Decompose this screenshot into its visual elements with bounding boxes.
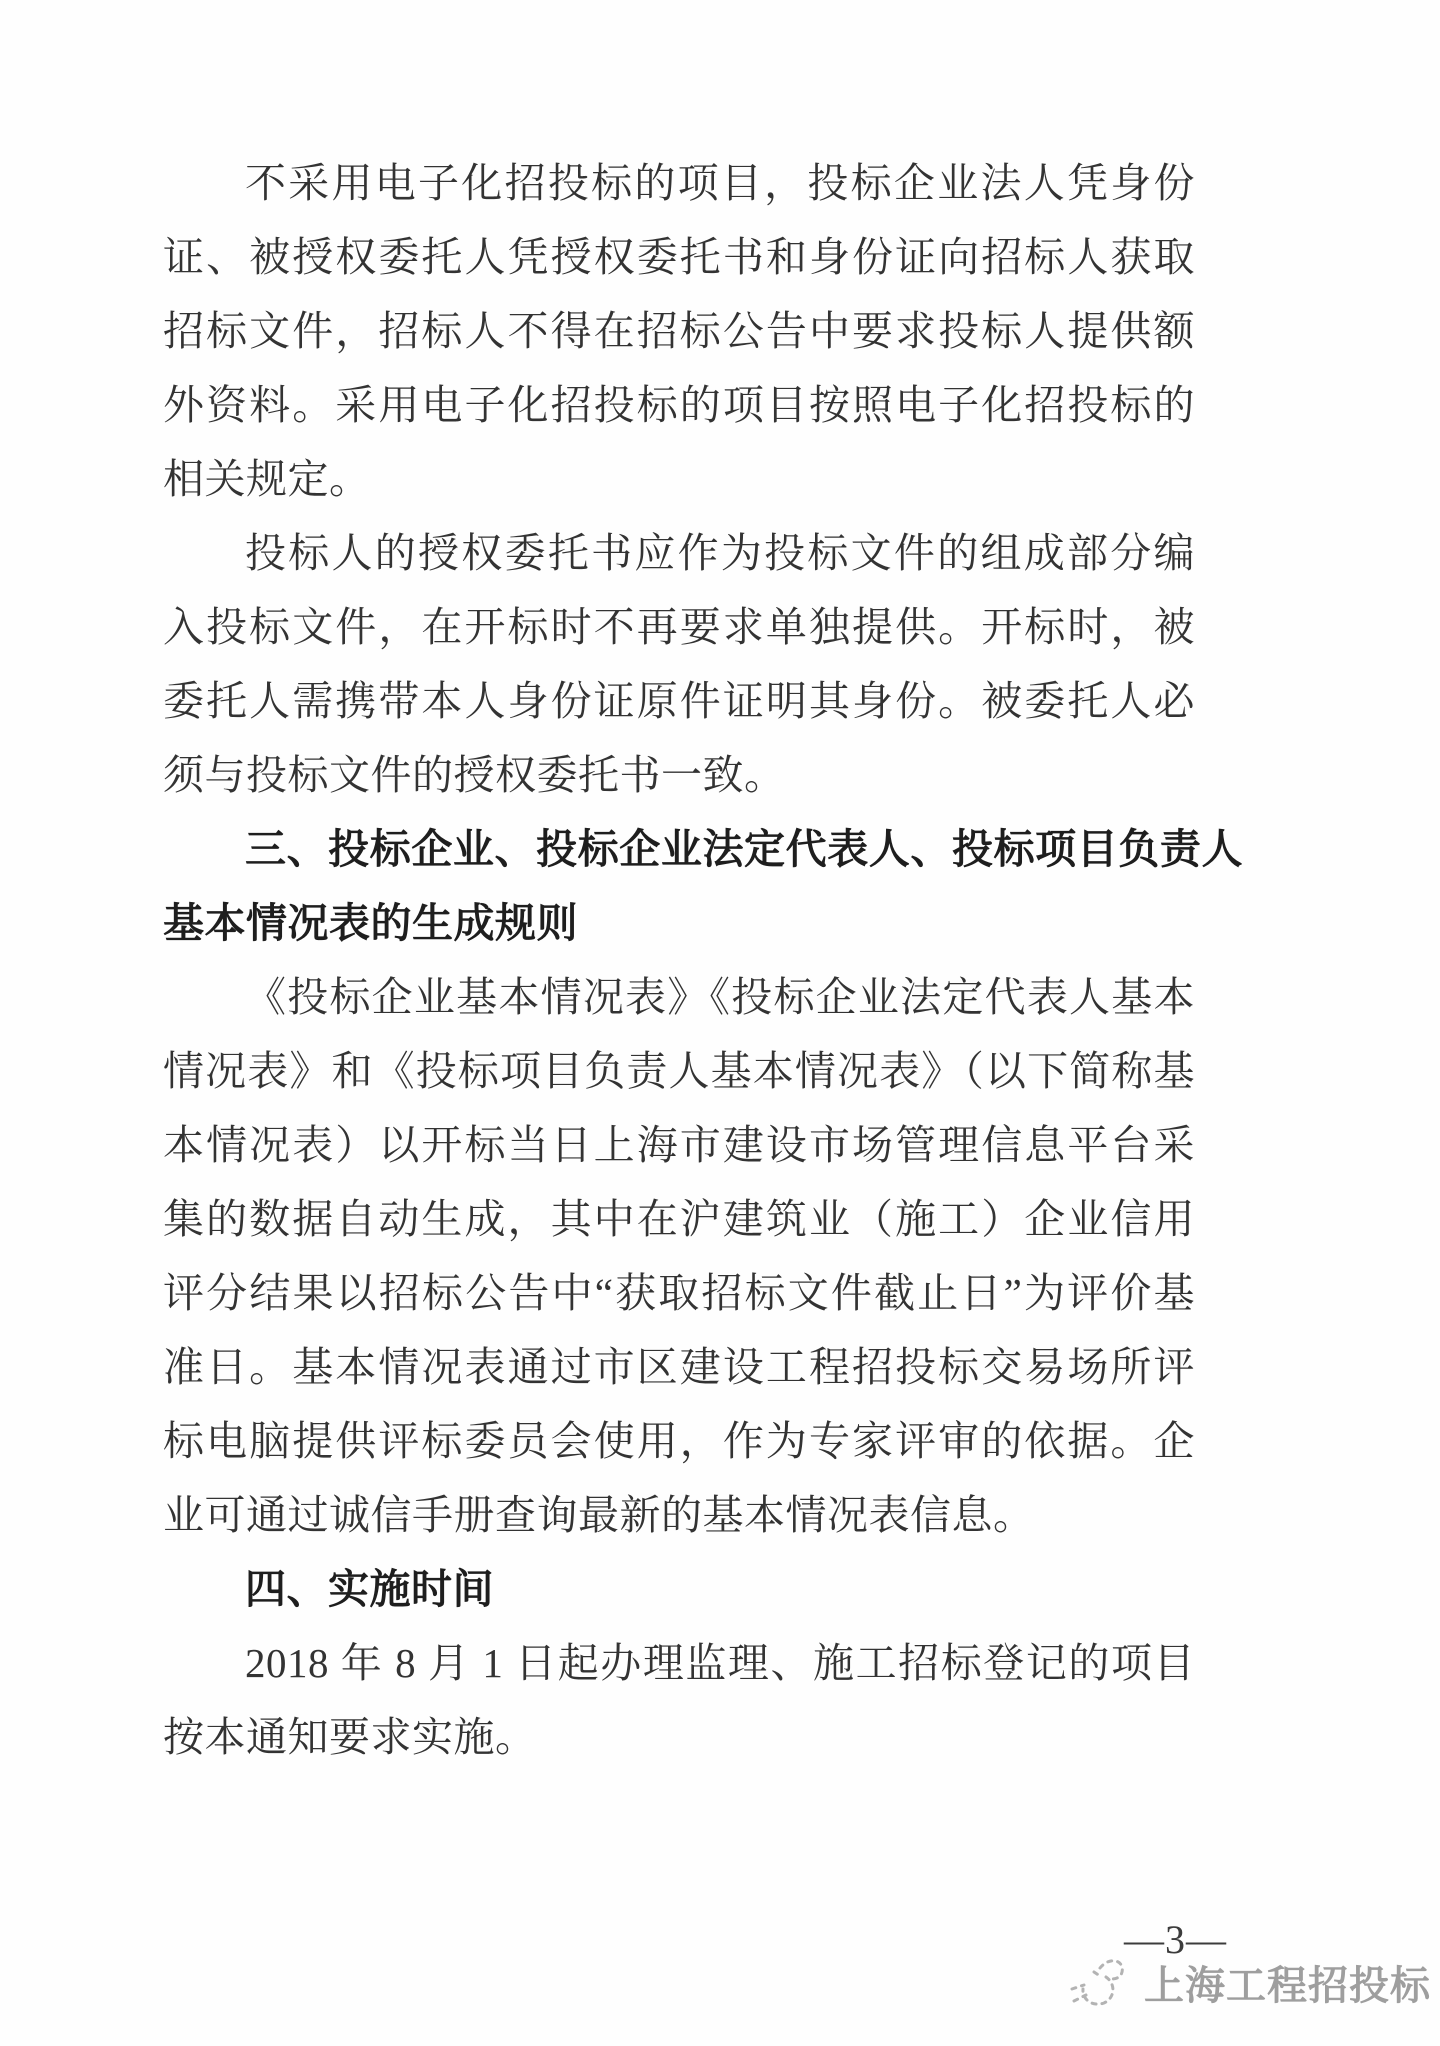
page-number: —3— <box>1124 1917 1227 1962</box>
watermark-text: 上海工程招投标 <box>1144 1963 1431 2008</box>
paragraph: 2018 年 8 月 1 日起办理监理、施工招标登记的项目按本通知要求实施。 <box>163 1640 1195 1760</box>
paragraph: 《投标企业基本情况表》《投标企业法定代表人基本情况表》和《投标项目负责人基本情况表》（以下简称基本情况表）以开标当日上海市建设市场管理信息平台采集的数据自动生成，其中在沪建筑业（施工）企业信用评分结果以招标公告中“获取招标文件截止日”为评价基准日。基本情况表通过市区建设工程招投标交易场所评标电脑提供评标委员会使用，作为专家评审的依据。企业可通过诚信手册查询最新的基本情况表信息。 <box>163 974 1195 1538</box>
paragraph: 不采用电子化招投标的项目，投标企业法人凭身份证、被授权委托人凭授权委托书和身份证向招标人获取招标文件，招标人不得在招标公告中要求投标人提供额外资料。采用电子化招投标的项目按照电子化招投标的相关规定。 <box>163 160 1195 502</box>
watermark <box>1070 1952 1431 2012</box>
section-heading: 三、投标企业、投标企业法定代表人、投标项目负责人基本情况表的生成规则 <box>163 826 1243 946</box>
document-body <box>163 146 1243 1774</box>
shanghai-bidding-logo-icon <box>1070 1952 1134 2012</box>
paragraph: 投标人的授权委托书应作为投标文件的组成部分编入投标文件，在开标时不再要求单独提供。开标时，被委托人需携带本人身份证原件证明其身份。被委托人必须与投标文件的授权委托书一致。 <box>163 530 1195 798</box>
section-heading: 四、实施时间 <box>245 1566 494 1612</box>
